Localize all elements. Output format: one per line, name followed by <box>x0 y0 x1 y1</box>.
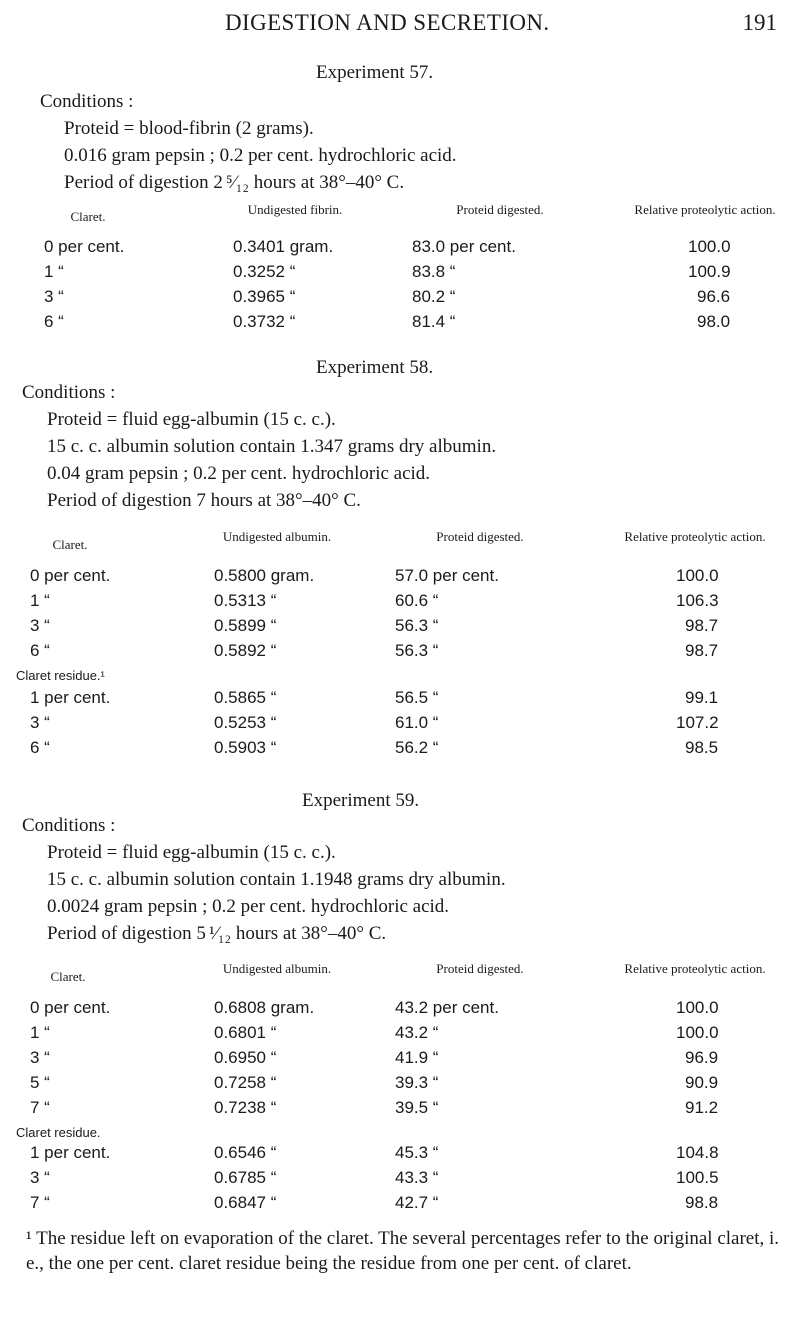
condition-line: 0.04 gram pepsin ; 0.2 per cent. hydrochloric acid. <box>47 463 431 484</box>
table-cell: 60.6 “ <box>395 591 439 610</box>
table-cell: 0.5892 “ <box>214 641 277 660</box>
table-cell: 43.2 per cent. <box>395 998 499 1017</box>
table-subhead: Claret residue.¹ <box>16 668 105 683</box>
table-cell: 98.8 <box>685 1193 719 1212</box>
table-cell: 0.6808 gram. <box>214 998 315 1017</box>
column-header: Claret. <box>52 537 88 552</box>
footnote: ¹ The residue left on evaporation of the claret. The several percentages refer to the original claret, i. e., the one per cent. claret residue being the residue from one per cent. of claret. <box>26 1228 780 1274</box>
column-header: Proteid digested. <box>436 961 524 976</box>
experiment-title: Experiment 59. <box>302 790 420 811</box>
table-subhead: Claret residue. <box>16 1125 101 1140</box>
table-cell: 98.7 <box>685 641 719 660</box>
conditions-label: Conditions : <box>22 815 116 836</box>
table-cell: 91.2 <box>685 1098 719 1117</box>
table-cell: 104.8 <box>676 1143 719 1162</box>
table-cell: 0.3401 gram. <box>233 237 334 256</box>
column-header: Relative proteolytic action. <box>634 202 776 217</box>
table-cell: 5 “ <box>30 1073 50 1092</box>
table-cell: 0.3965 “ <box>233 287 296 306</box>
table-cell: 3 “ <box>30 1168 50 1187</box>
condition-line: 15 c. c. albumin solution contain 1.347 grams dry albumin. <box>47 436 497 457</box>
table-cell: 6 “ <box>30 738 50 757</box>
condition-line: 0.0024 gram pepsin ; 0.2 per cent. hydrochloric acid. <box>47 896 450 917</box>
column-header: Undigested fibrin. <box>247 202 343 217</box>
table-cell: 0.5253 “ <box>214 713 277 732</box>
table-cell: 39.3 “ <box>395 1073 439 1092</box>
column-header: Relative proteolytic action. <box>624 529 766 544</box>
table-cell: 96.9 <box>685 1048 719 1067</box>
table-cell: 100.0 <box>676 1023 719 1042</box>
table-cell: 0.5865 “ <box>214 688 277 707</box>
condition-line: 0.016 gram pepsin ; 0.2 per cent. hydrochloric acid. <box>64 145 457 166</box>
table-cell: 43.2 “ <box>395 1023 439 1042</box>
table-cell: 57.0 per cent. <box>395 566 499 585</box>
table-cell: 6 “ <box>30 641 50 660</box>
running-head-title: DIGESTION AND SECRETION. <box>225 10 550 35</box>
table-cell: 98.0 <box>697 312 731 331</box>
column-header: Undigested albumin. <box>222 961 332 976</box>
table-cell: 42.7 “ <box>395 1193 439 1212</box>
table-cell: 98.7 <box>685 616 719 635</box>
table-cell: 90.9 <box>685 1073 719 1092</box>
experiment-title: Experiment 57. <box>316 62 434 83</box>
table-cell: 0.6785 “ <box>214 1168 277 1187</box>
table-cell: 106.3 <box>676 591 719 610</box>
condition-line: Proteid = fluid egg-albumin (15 c. c.). <box>47 842 336 863</box>
table-cell: 1 “ <box>30 591 50 610</box>
table-cell: 100.5 <box>676 1168 719 1187</box>
table-cell: 39.5 “ <box>395 1098 439 1117</box>
table-cell: 45.3 “ <box>395 1143 439 1162</box>
table-cell: 7 “ <box>30 1098 50 1117</box>
column-header: Proteid digested. <box>456 202 544 217</box>
table-cell: 3 “ <box>30 713 50 732</box>
table-cell: 56.3 “ <box>395 641 439 660</box>
table-cell: 0.7238 “ <box>214 1098 277 1117</box>
table-cell: 0.6546 “ <box>214 1143 277 1162</box>
table-cell: 0.6847 “ <box>214 1193 277 1212</box>
table-cell: 96.6 <box>697 287 731 306</box>
table-cell: 99.1 <box>685 688 719 707</box>
table-cell: 0.5899 “ <box>214 616 277 635</box>
column-header: Relative proteolytic action. <box>624 961 766 976</box>
table-cell: 0.6801 “ <box>214 1023 277 1042</box>
table-cell: 81.4 “ <box>412 312 456 331</box>
condition-line: 15 c. c. albumin solution contain 1.1948 grams dry albumin. <box>47 869 506 890</box>
condition-line: Proteid = fluid egg-albumin (15 c. c.). <box>47 409 336 430</box>
table-cell: 98.5 <box>685 738 719 757</box>
table-cell: 56.2 “ <box>395 738 439 757</box>
table-cell: 6 “ <box>44 312 64 331</box>
table-cell: 0.5313 “ <box>214 591 277 610</box>
column-header: Claret. <box>50 969 86 984</box>
table-cell: 0.6950 “ <box>214 1048 277 1067</box>
table-cell: 0.3732 “ <box>233 312 296 331</box>
table-cell: 3 “ <box>44 287 64 306</box>
table-cell: 43.3 “ <box>395 1168 439 1187</box>
table-cell: 0.3252 “ <box>233 262 296 281</box>
table-cell: 0.5800 gram. <box>214 566 315 585</box>
column-header: Undigested albumin. <box>222 529 332 544</box>
table-cell: 0 per cent. <box>44 237 125 256</box>
condition-line: Period of digestion 7 hours at 38°–40° C. <box>47 490 361 511</box>
table-cell: 80.2 “ <box>412 287 456 306</box>
column-header: Proteid digested. <box>436 529 524 544</box>
table-cell: 100.0 <box>688 237 731 256</box>
table-cell: 0 per cent. <box>30 998 111 1017</box>
conditions-label: Conditions : <box>22 382 116 403</box>
condition-line: Period of digestion 5 ¹⁄₁₂ hours at 38°–40° C. <box>47 923 387 944</box>
table-cell: 107.2 <box>676 713 719 732</box>
table-cell: 3 “ <box>30 616 50 635</box>
experiment-title: Experiment 58. <box>316 357 434 378</box>
table-cell: 1 per cent. <box>30 1143 111 1162</box>
table-cell: 100.9 <box>688 262 731 281</box>
table-cell: 1 “ <box>30 1023 50 1042</box>
table-cell: 7 “ <box>30 1193 50 1212</box>
table-cell: 56.5 “ <box>395 688 439 707</box>
condition-line: Period of digestion 2 ⁵⁄₁₂ hours at 38°–40° C. <box>64 172 405 193</box>
table-cell: 41.9 “ <box>395 1048 439 1067</box>
table-cell: 1 per cent. <box>30 688 111 707</box>
table-cell: 100.0 <box>676 998 719 1017</box>
table-cell: 0 per cent. <box>30 566 111 585</box>
table-cell: 0.7258 “ <box>214 1073 277 1092</box>
running-head <box>0 10 801 40</box>
page-number: 191 <box>742 10 777 35</box>
condition-line: Proteid = blood-fibrin (2 grams). <box>64 118 314 139</box>
table-cell: 83.8 “ <box>412 262 456 281</box>
column-header: Claret. <box>70 209 106 224</box>
table-cell: 3 “ <box>30 1048 50 1067</box>
table-cell: 100.0 <box>676 566 719 585</box>
table-cell: 56.3 “ <box>395 616 439 635</box>
table-cell: 0.5903 “ <box>214 738 277 757</box>
conditions-label: Conditions : <box>40 91 134 112</box>
table-cell: 1 “ <box>44 262 64 281</box>
table-cell: 61.0 “ <box>395 713 439 732</box>
table-cell: 83.0 per cent. <box>412 237 516 256</box>
